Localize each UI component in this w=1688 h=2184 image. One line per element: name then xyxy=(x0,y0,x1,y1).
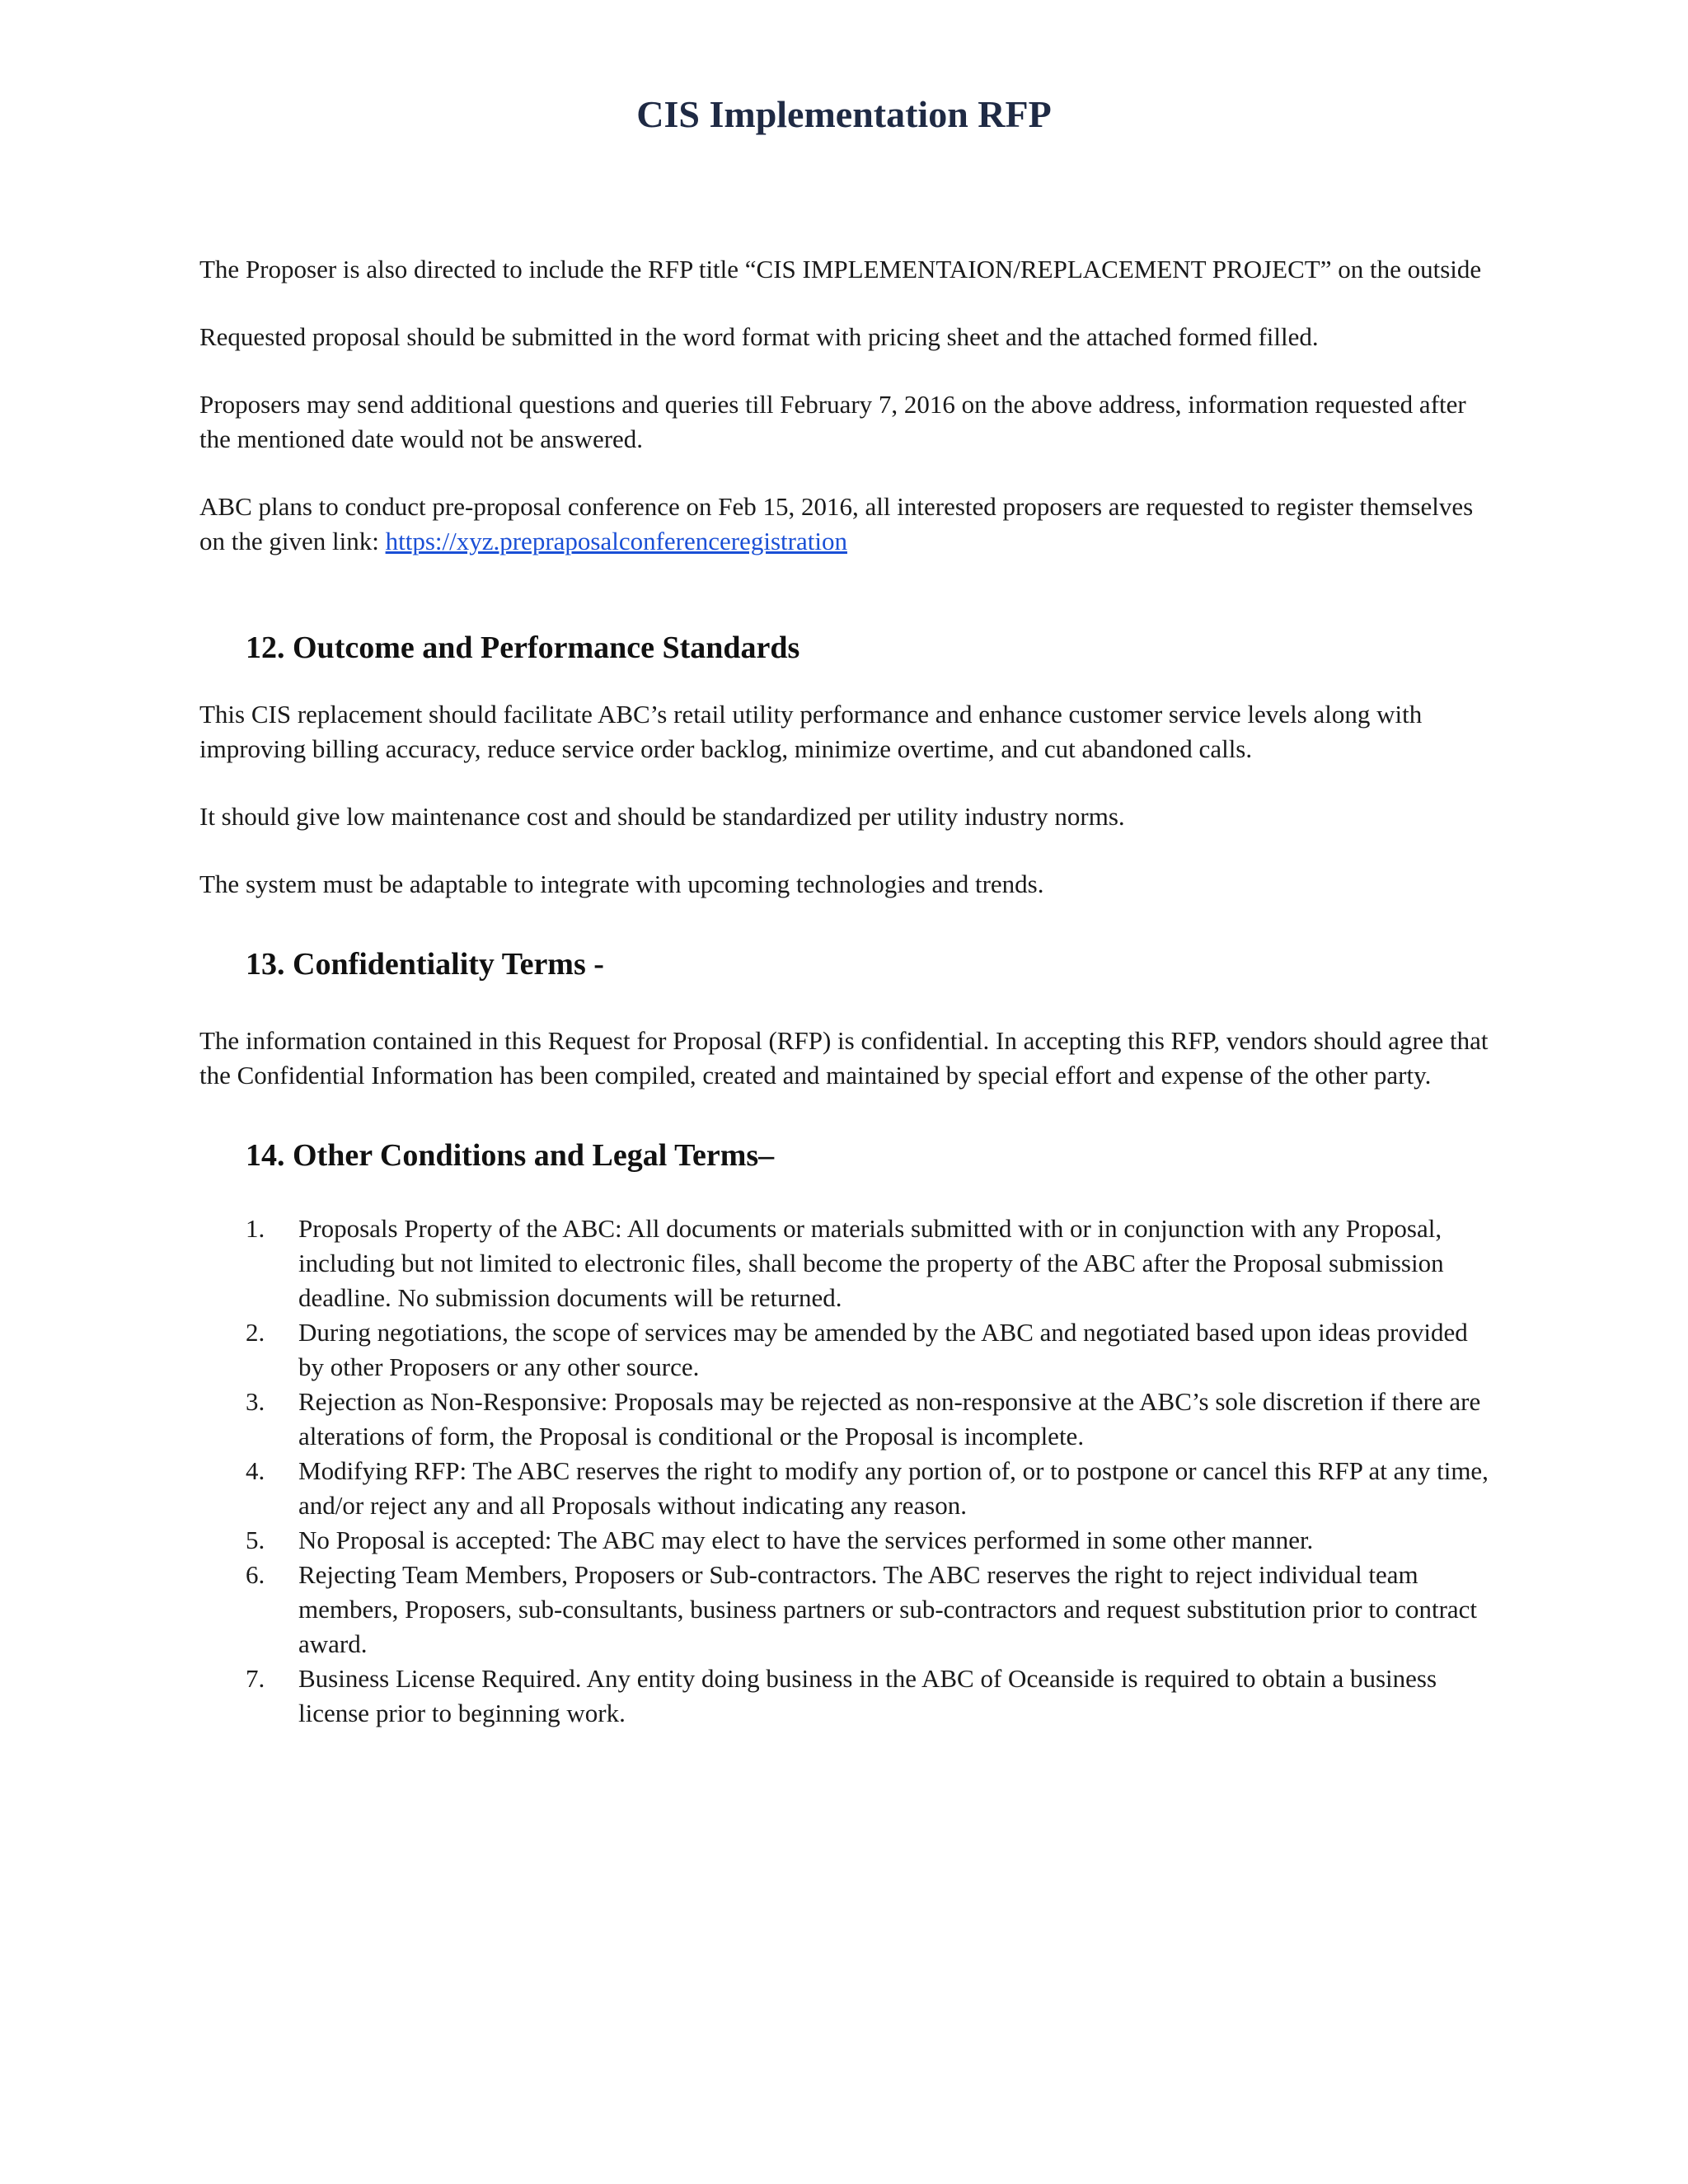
document-body xyxy=(199,252,1493,1731)
list-item xyxy=(199,1661,1493,1731)
list-item-number: 5. xyxy=(246,1526,265,1554)
section-12-paragraph-2: It should give low maintenance cost and should be standardized per utility industry norms. xyxy=(199,802,1125,831)
list-item-number: 4. xyxy=(246,1456,265,1485)
list-item xyxy=(199,1385,1493,1454)
intro-paragraph-2: Requested proposal should be submitted in the word format with pricing sheet and the attached formed filled. xyxy=(199,322,1319,351)
registration-link[interactable]: https://xyz.prepraposalconferenceregistration xyxy=(385,527,847,555)
section-14-heading: 14. Other Conditions and Legal Terms– xyxy=(246,1138,775,1173)
intro-paragraph-3: Proposers may send additional questions and queries till February 7, 2016 on the above address, information requested after the mentioned date would not be answered. xyxy=(199,390,1466,453)
list-item xyxy=(199,1212,1493,1315)
intro-paragraph-1: The Proposer is also directed to include the RFP title “CIS IMPLEMENTAION/REPLACEMENT PROJECT” on the outside xyxy=(199,255,1482,284)
list-item-number: 1. xyxy=(246,1214,265,1243)
list-item xyxy=(199,1523,1493,1558)
list-item-text: Modifying RFP: The ABC reserves the right to modify any portion of, or to postpone or cancel this RFP at any time, and/or reject any and all Proposals without indicating any reason. xyxy=(298,1456,1489,1520)
intro-paragraph-4 xyxy=(199,490,1493,559)
list-item-text: Proposals Property of the ABC: All documents or materials submitted with or in conjunction with any Proposal, including but not limited to electronic files, shall become the property of the ABC after the Proposal submission deadline. No submission documents will be returned. xyxy=(298,1214,1444,1312)
list-item-text: No Proposal is accepted: The ABC may elect to have the services performed in some other manner. xyxy=(298,1526,1314,1554)
list-item xyxy=(199,1454,1493,1523)
list-item xyxy=(199,1315,1493,1385)
list-item-text: Rejecting Team Members, Proposers or Sub-contractors. The ABC reserves the right to reject individual team members, Proposers, sub-consultants, business partners or sub-contractors and request substitution prior to contract award. xyxy=(298,1560,1478,1658)
list-item-text: Rejection as Non-Responsive: Proposals may be rejected as non-responsive at the ABC’s sole discretion if there are alterations of form, the Proposal is conditional or the Proposal is incomplete. xyxy=(298,1387,1481,1451)
document-title: CIS Implementation RFP xyxy=(636,93,1052,135)
section-12-paragraph-1: This CIS replacement should facilitate ABC’s retail utility performance and enhance customer service levels along with improving billing accuracy, reduce service order backlog, minimize overtime, and cut abandoned calls. xyxy=(199,700,1423,763)
list-item-number: 7. xyxy=(246,1664,265,1693)
section-12-heading: 12. Outcome and Performance Standards xyxy=(246,630,800,665)
list-item-number: 2. xyxy=(246,1318,265,1347)
list-item-number: 3. xyxy=(246,1387,265,1416)
list-item xyxy=(199,1558,1493,1661)
section-13-heading: 13. Confidentiality Terms - xyxy=(246,947,604,982)
section-12-paragraph-3: The system must be adaptable to integrate with upcoming technologies and trends. xyxy=(199,869,1044,898)
list-item-text: Business License Required. Any entity doing business in the ABC of Oceanside is required to obtain a business license prior to beginning work. xyxy=(298,1664,1437,1727)
section-13-paragraph-1: The information contained in this Request for Proposal (RFP) is confidential. In accepting this RFP, vendors should agree that the Confidential Information has been compiled, created and maintained by special effort and expense of the other party. xyxy=(199,1026,1489,1090)
list-item-number: 6. xyxy=(246,1560,265,1589)
conditions-list xyxy=(199,1212,1493,1731)
intro-paragraph-4-text: ABC plans to conduct pre-proposal conference on Feb 15, 2016, all interested proposers are requested to register themselves on the given link: xyxy=(199,492,1474,555)
list-item-text: During negotiations, the scope of services may be amended by the ABC and negotiated based upon ideas provided by other Proposers or any other source. xyxy=(298,1318,1468,1381)
